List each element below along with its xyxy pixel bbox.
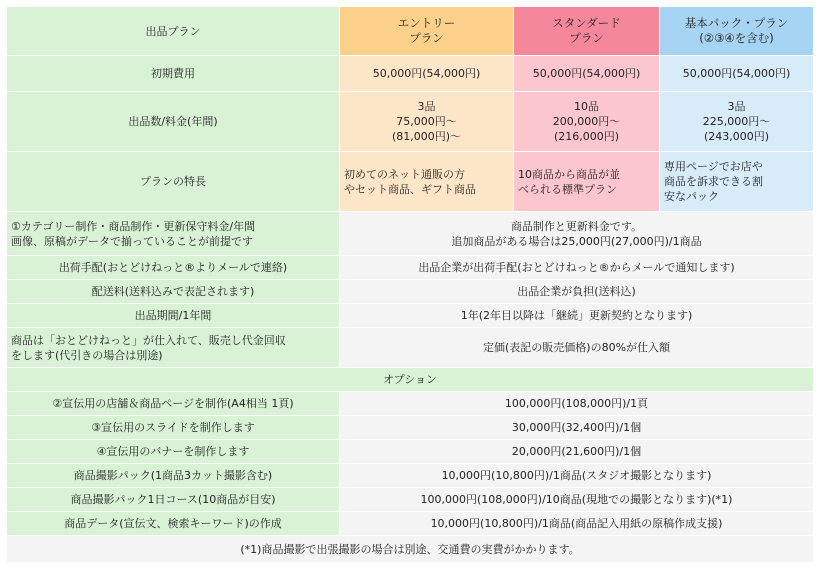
option-row [7, 488, 814, 512]
footnote-row [7, 536, 814, 563]
basic-items-fee: 3品 225,000円〜 (243,000円) [660, 92, 814, 152]
option-label: ②宣伝用の店舗＆商品ページを制作(A4相当 1頁) [7, 392, 340, 416]
production-fee-row [7, 212, 814, 256]
purchase-row [7, 328, 814, 368]
basic-features: 専用ページでお店や 商品を訴求できる割 安なパック [660, 152, 814, 212]
option-label: 商品データ(宣伝文、検索キーワード)の作成 [7, 512, 340, 536]
option-label: ③宣伝用のスライドを制作します [7, 416, 340, 440]
option-value: 30,000円(32,400円)/1個 [340, 416, 814, 440]
production-fee-value: 商品制作と更新料金です。 追加商品がある場合は25,000円(27,000円)/1商品 [340, 212, 814, 256]
entry-initial-cost: 50,000円(54,000円) [340, 56, 514, 92]
items-fee-row [7, 92, 814, 152]
options-heading: オプション [7, 368, 814, 392]
entry-items-fee: 3品 75,000円〜 (81,000円)〜 [340, 92, 514, 152]
entry-plan-header: エントリー プラン [340, 7, 514, 56]
initial-cost-label: 初期費用 [7, 56, 340, 92]
option-row [7, 440, 814, 464]
listing-period-row [7, 304, 814, 328]
production-fee-label: ①カテゴリー制作・商品制作・更新保守料金/年間 画像、原稿がデータで揃っていることが前提です [7, 212, 340, 256]
standard-plan-header: スタンダード プラン [514, 7, 660, 56]
items-fee-label: 出品数/料金(年間) [7, 92, 340, 152]
option-value: 10,000円(10,800円)/1商品(スタジオ撮影となります) [340, 464, 814, 488]
shipping-arrangement-label: 出荷手配(おとどけねっと®よりメールで連絡) [7, 256, 340, 280]
basic-initial-cost: 50,000円(54,000円) [660, 56, 814, 92]
plan-table [6, 6, 814, 563]
shipping-fee-value: 出品企業が負担(送料込) [340, 280, 814, 304]
shipping-fee-row [7, 280, 814, 304]
listing-period-value: 1年(2年目以降は「継続」更新契約となります) [340, 304, 814, 328]
options-heading-row [7, 368, 814, 392]
listing-period-label: 出品期間/1年間 [7, 304, 340, 328]
shipping-arrangement-row [7, 256, 814, 280]
option-row [7, 512, 814, 536]
footnote: (*1)商品撮影で出張撮影の場合は別途、交通費の実費がかかります。 [7, 536, 814, 563]
option-row [7, 416, 814, 440]
option-value: 10,000円(10,800円)/1商品(商品記入用紙の原稿作成支援) [340, 512, 814, 536]
header-label: 出品プラン [7, 7, 340, 56]
features-row [7, 152, 814, 212]
option-label: 商品撮影パック1日コース(10商品が目安) [7, 488, 340, 512]
basic-plan-header: 基本パック・プラン (②③④を含む) [660, 7, 814, 56]
standard-items-fee: 10品 200,000円〜 (216,000円) [514, 92, 660, 152]
option-value: 100,000円(108,000円)/1頁 [340, 392, 814, 416]
purchase-value: 定価(表記の販売価格)の80%が仕入額 [340, 328, 814, 368]
shipping-arrangement-value: 出品企業が出荷手配(おとどけねっと®からメールで通知します) [340, 256, 814, 280]
option-label: 商品撮影パック(1商品3カット撮影含む) [7, 464, 340, 488]
option-label: ④宣伝用のバナーを制作します [7, 440, 340, 464]
initial-cost-row [7, 56, 814, 92]
option-row [7, 464, 814, 488]
standard-features: 10商品から商品が並 べられる標準プラン [514, 152, 660, 212]
features-label: プランの特長 [7, 152, 340, 212]
entry-features: 初めてのネット通販の方 やセット商品、ギフト商品 [340, 152, 514, 212]
purchase-label: 商品は「おとどけねっと」が仕入れて、販売し代金回収 をします(代引きの場合は別途) [7, 328, 340, 368]
shipping-fee-label: 配送料(送料込みで表記されます) [7, 280, 340, 304]
header-row [7, 7, 814, 56]
standard-initial-cost: 50,000円(54,000円) [514, 56, 660, 92]
option-value: 20,000円(21,600円)/1個 [340, 440, 814, 464]
option-row [7, 392, 814, 416]
option-value: 100,000円(108,000円)/10商品(現地での撮影となります)(*1) [340, 488, 814, 512]
